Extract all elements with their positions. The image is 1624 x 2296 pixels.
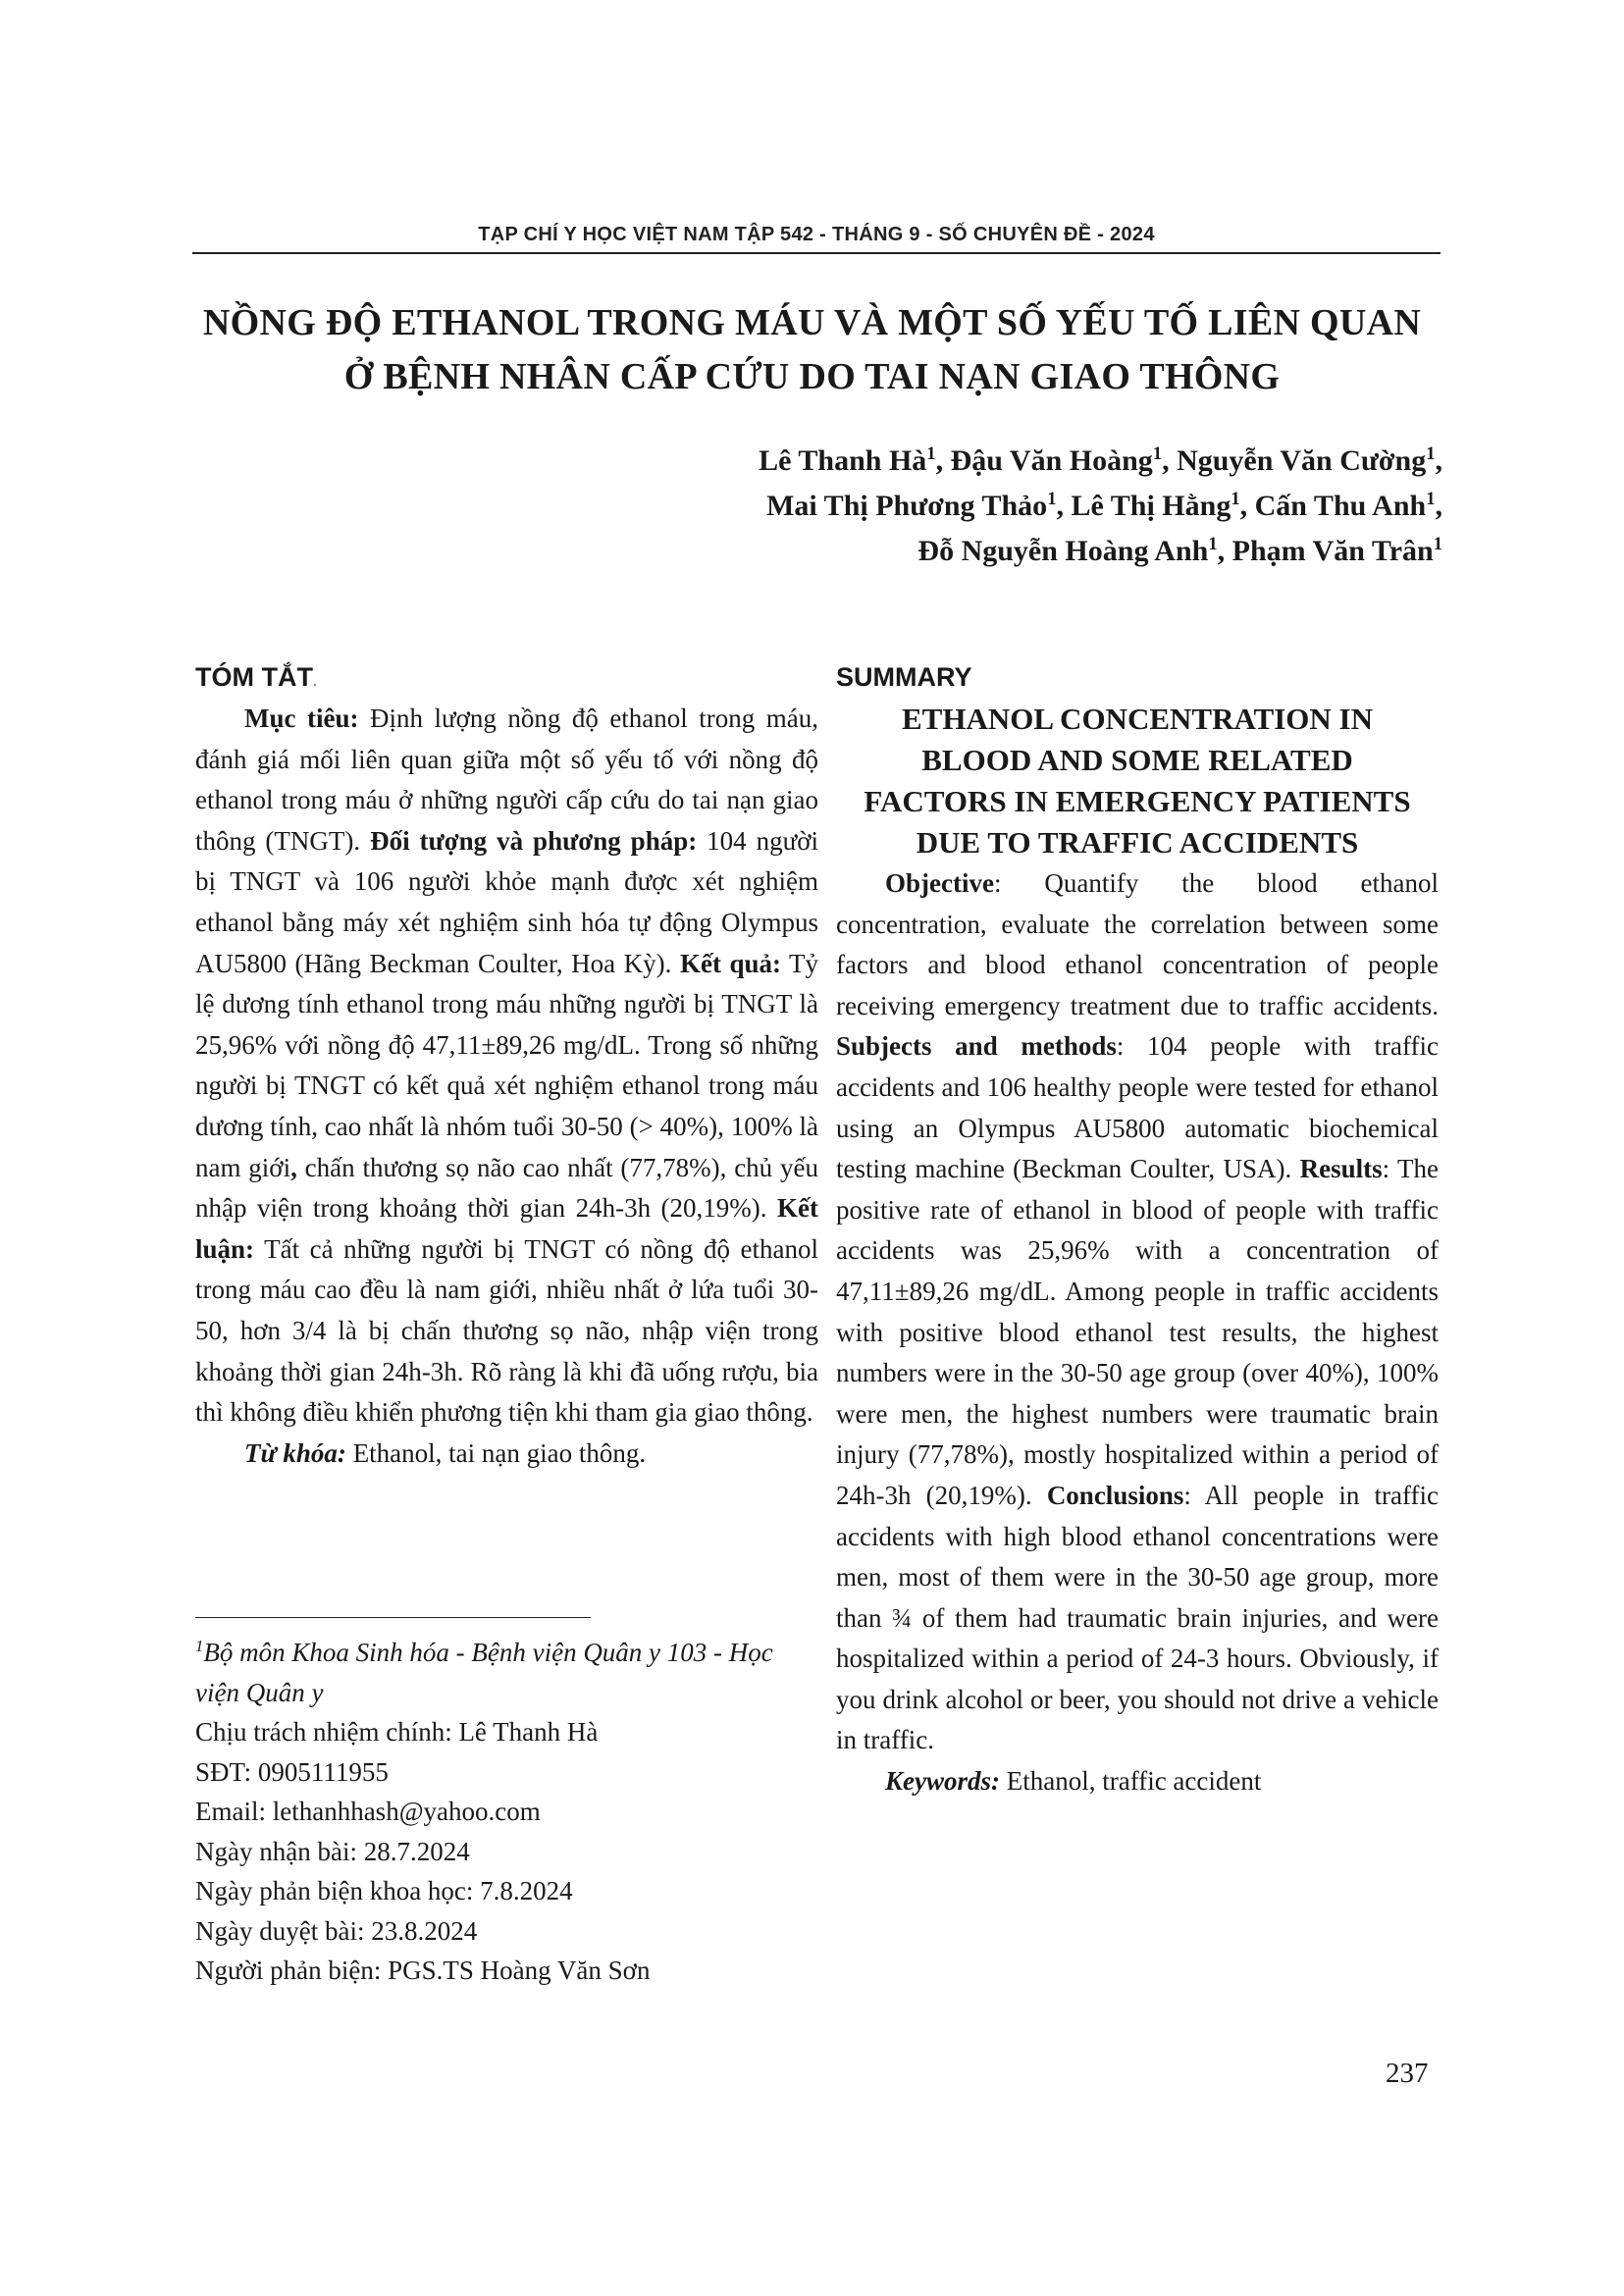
- header-rule: [192, 252, 1441, 254]
- author-line: Lê Thanh $Hà^1$, Đậu Văn Hoàng$^1$, Nguyễn Văn Cường$^1$,: [759, 444, 1442, 477]
- english-summary: [836, 655, 1439, 1802]
- keywords: Từ khóa: Ethanol, tai nạn giao thông.: [244, 1437, 647, 1468]
- footnote-rule: [195, 1617, 591, 1618]
- summary-heading: SUMMARY: [836, 662, 972, 692]
- email: Email: lethanhhash@yahoo.com: [195, 1797, 541, 1826]
- author-name: Lê Thanh Hà: [759, 444, 927, 477]
- author-line: Mai Thị Phương Thảo$^1$, Lê Thị Hằng$^1$, Cấn Thu Anh$^1$,: [766, 489, 1442, 522]
- summary-body: Objective: Quantify the blood ethanol concentration, evaluate the correlation between some factors and blood ethanol concentration of people receiving emergency treatment due to traffic accidents. Subjects and methods: 104 people with traffic accidents and 106 healthy people were tested for ethanol using an Olympus AU5800 automatic biochemical testing machine (Beckman Coulter, USA). Results: The positive rate of ethanol in blood of people with traffic accidents was 25,96% with a concentration of 47,11±89,26 mg/dL. Among people in traffic accidents with positive blood ethanol test results, the highest numbers were in the 30-50 age group (over 40%), 100% were men, the highest numbers were traumatic brain injury (77,78%), mostly hospitalized within a period of 24h-3h (20,19%). Conclusions: All people in traffic accidents with high blood ethanol concentrations were men, most of them were in the 30-50 age group, more than ¾ of them had traumatic brain injuries, and were hospitalized within a period of 24-3 hours. Obviously, if you drink alcohol or beer, you should not drive a vehicle in traffic.: [836, 868, 1439, 1755]
- abstract-heading: TÓM TẮT.: [195, 662, 317, 692]
- review-date: Ngày phản biện khoa học: 7.8.2024: [195, 1876, 573, 1905]
- author-list: [759, 439, 1442, 574]
- journal-header: TẠP CHÍ Y HỌC VIỆT NAM TẬP 542 - THÁNG 9 - SỐ CHUYÊN ĐỀ - 2024: [478, 224, 1155, 245]
- footnotes: [195, 1633, 823, 1991]
- abstract-body: Mục tiêu: Định lượng nồng độ ethanol trong máu, đánh giá mối liên quan giữa một số yếu tố với nồng độ ethanol trong máu ở những người cấp cứu do tai nạn giao thông (TNGT). Đối tượng và phương pháp: 104 người bị TNGT và 106 người khỏe mạnh được xét nghiệm ethanol bằng máy xét nghiệm sinh hóa tự động Olympus AU5800 (Hãng Beckman Coulter, Hoa Kỳ). Kết quả: Tỷ lệ dương tính ethanol trong máu những người bị TNGT là 25,96% với nồng độ 47,11±89,26 mg/dL. Trong số những người bị TNGT có kết quả xét nghiệm ethanol trong máu dương tính, cao nhất là nhóm tuổi 30-50 (> 40%), 100% là nam giới, chấn thương sọ não cao nhất (77,78%), chủ yếu nhập viện trong khoảng thời gian 24h-3h (20,19%). Kết luận: Tất cả những người bị TNGT có nồng độ ethanol trong máu cao đều là nam giới, nhiều nhất ở lứa tuổi 30-50, hơn 3/4 là bị chấn thương sọ não, nhập viện trong khoảng thời gian 24h-3h. Rõ ràng là khi đã uống rượu, bia thì không điều khiển phương tiện khi tham gia giao thông.: [195, 704, 819, 1428]
- author-name: Lê Thị Hằng: [1071, 490, 1231, 522]
- vietnamese-abstract: [195, 655, 818, 1474]
- received-date: Ngày nhận bài: 28.7.2024: [195, 1836, 470, 1866]
- title-line-2: Ở BỆNH NHÂN CẤP CỨU DO TAI NẠN GIAO THÔNG: [343, 356, 1281, 397]
- english-keywords: Keywords: Ethanol, traffic accident: [885, 1766, 1262, 1797]
- author-name: Đỗ Nguyễn Hoàng Anh: [917, 535, 1209, 567]
- page-number: 237: [1386, 2058, 1429, 2089]
- reviewer: Người phản biện: PGS.TS Hoàng Văn Sơn: [195, 1956, 651, 1985]
- author-name: Cấn Thu Anh: [1254, 490, 1427, 522]
- approval-date: Ngày duyệt bài: 23.8.2024: [195, 1915, 478, 1946]
- corresponding-author: Chịu trách nhiệm chính: Lê Thanh Hà: [195, 1717, 599, 1747]
- phone: SĐT: 0905111955: [195, 1756, 389, 1787]
- author-name: Mai Thị Phương Thảo: [766, 490, 1048, 522]
- author-name: Phạm Văn Trân: [1231, 535, 1434, 567]
- article-title: [147, 296, 1477, 404]
- title-line-1: NỒNG ĐỘ ETHANOL TRONG MÁU VÀ MỘT SỐ YẾU TỐ LIÊN QUAN: [202, 302, 1422, 343]
- author-line: Đỗ Nguyễn Hoàng Anh$^1$, Phạm Văn Trân$^1$: [917, 534, 1442, 567]
- english-title: ETHANOL CONCENTRATION IN BLOOD AND SOME RELATED FACTORS IN EMERGENCY PATIENTS DUE TO TRAFFIC ACCIDENTS: [864, 702, 1411, 860]
- author-name: Đậu Văn Hoàng: [950, 444, 1153, 477]
- author-name: Nguyễn Văn Cường: [1177, 444, 1427, 477]
- affiliation: $^1$Bộ môn Khoa Sinh hóa - Bệnh viện Quân y 103 - Học viện Quân y: [195, 1637, 773, 1707]
